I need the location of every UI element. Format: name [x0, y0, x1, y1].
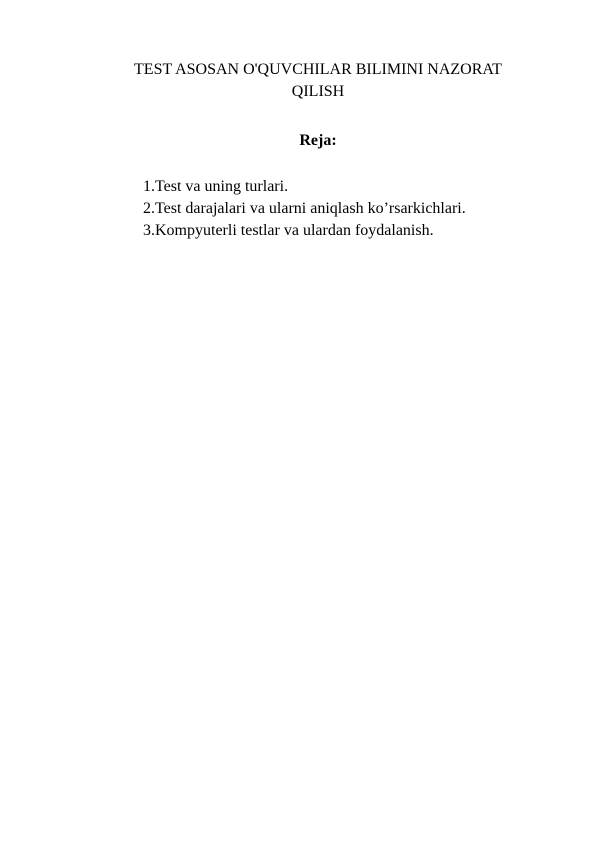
plan-item-3: 3.Kompyuterli testlar va ulardan foydalanish. [143, 222, 434, 239]
plan-item-2: 2.Test darajalari va ularni aniqlash ko’rsarkichlari. [143, 200, 466, 217]
document-title-line-1: TEST ASOSAN O'QUVCHILAR BILIMINI NAZORAT [134, 61, 502, 78]
section-heading-plan: Reja: [299, 132, 337, 149]
plan-item-1: 1.Test va uning turlari. [143, 178, 289, 195]
plan-list [143, 176, 466, 242]
document-title-line-2: QILISH [291, 83, 345, 100]
